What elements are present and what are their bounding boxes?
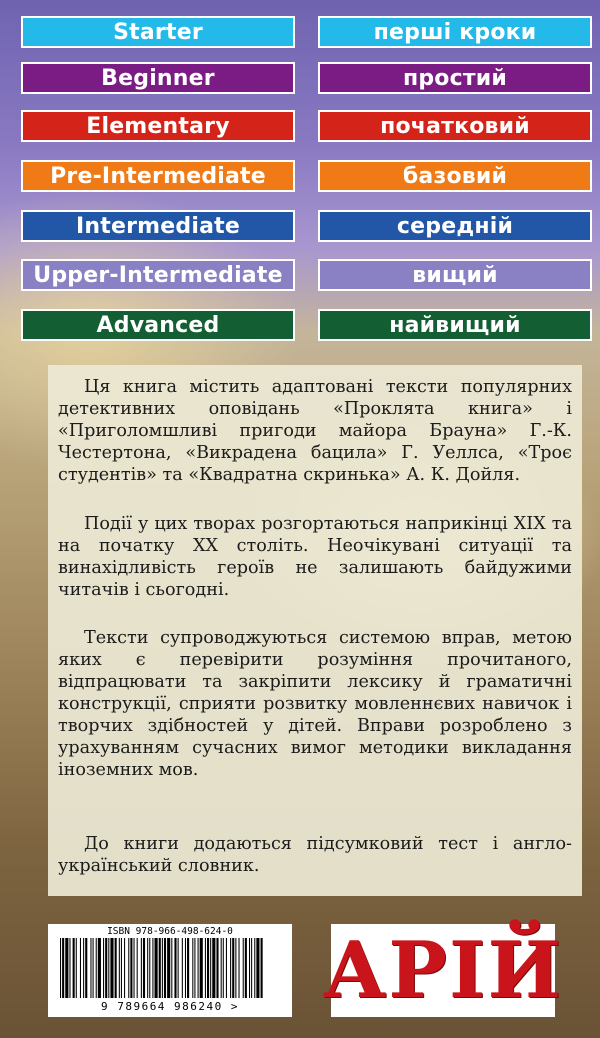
barcode-bar [210, 938, 211, 998]
level-en-elementary: Elementary [21, 110, 295, 142]
barcode-bar [85, 938, 87, 998]
level-ua-intermediate: середній [318, 210, 592, 242]
barcode-bar [162, 938, 163, 998]
barcode-bar [69, 938, 70, 998]
description-paragraph-4: До книги додаються підсумковий тест і англо-український словник. [58, 834, 572, 876]
barcode-bar [178, 938, 179, 998]
level-en-starter: Starter [21, 16, 295, 48]
barcode-bar [103, 938, 104, 998]
barcode-bar [256, 938, 259, 998]
barcode-bar [93, 938, 94, 998]
barcode-bar [232, 938, 234, 998]
level-table [0, 0, 600, 345]
barcode-bar [73, 938, 75, 998]
barcode-bar [245, 938, 247, 998]
barcode-bar [115, 938, 117, 998]
publisher-logo-text: АРІЙ [322, 924, 564, 1016]
level-ua-beginner: простий [318, 62, 592, 94]
barcode-bar [62, 938, 64, 998]
barcode-bar [185, 938, 186, 998]
barcode-bar [159, 938, 161, 998]
barcode-bar [226, 938, 227, 998]
barcode-bar [200, 938, 203, 998]
barcode-bar [147, 938, 148, 998]
barcode-bar [149, 938, 150, 998]
barcode-bar [251, 938, 252, 998]
barcode-bar [174, 938, 176, 998]
level-en-advanced: Advanced [21, 309, 295, 341]
level-ua-advanced: найвищий [318, 309, 592, 341]
level-en-intermediate: Intermediate [21, 210, 295, 242]
barcode-bar [128, 938, 129, 998]
barcode-bar [96, 938, 97, 998]
barcode-bar [223, 938, 224, 998]
barcode-bar [205, 938, 206, 998]
barcode-bar [105, 938, 107, 998]
level-en-upper-intermediate: Upper-Intermediate [21, 259, 295, 291]
barcode-bar [254, 938, 255, 998]
barcode-bar [164, 938, 166, 998]
publisher-logo [322, 924, 564, 1017]
barcode-bar [230, 938, 231, 998]
barcode-bar [108, 938, 109, 998]
barcode-bar [198, 938, 199, 998]
level-ua-upper-intermediate: вищий [318, 259, 592, 291]
isbn-digits: 9 789664 986240 > [100, 1000, 240, 1013]
barcode-bar [261, 938, 263, 998]
barcode-bar [207, 938, 209, 998]
barcode-bar [243, 938, 244, 998]
barcode-bar [124, 938, 125, 998]
barcode-bar [65, 938, 68, 998]
barcode-bar [137, 938, 138, 998]
barcode-bar [130, 938, 132, 998]
description-paragraph-1: Ця книга містить адаптовані тексти популярних детективних оповідань «Проклята книга» і «Приголомшливі пригоди майора Брауна» Г.-К. Честертона, «Викрадена бацила» Г. Уеллса, «Троє студентів» та «Квадратна скринька» А. К. Дойля. [58, 377, 572, 485]
barcode-bar [167, 938, 170, 998]
barcode-bar [212, 938, 215, 998]
barcode-bar [171, 938, 172, 998]
level-en-beginner: Beginner [21, 62, 295, 94]
barcode-bar [121, 938, 122, 998]
barcode-bar [90, 938, 91, 998]
barcode-bar [110, 938, 113, 998]
barcode-bar [80, 938, 81, 998]
barcode-bar [152, 938, 153, 998]
barcode-bar [216, 938, 218, 998]
barcode-bar [60, 938, 61, 998]
barcode-bar [239, 938, 240, 998]
isbn-barcode [48, 924, 292, 1017]
barcode-bar [221, 938, 222, 998]
barcode-bar [141, 938, 142, 998]
barcode-bar [143, 938, 145, 998]
level-ua-pre-intermediate: базовий [318, 160, 592, 192]
description-paragraph-3: Тексти супроводжуються системою вправ, метою яких є перевірити розуміння прочитаного, відпрацювати та закріпити лексику й граматичні конструкції, сприяти розвитку мовленнєвих навичок і творчих здібностей у дітей. Вправи розроблено з урахуванням сучасних вимог методики викладання іноземних мов. [58, 628, 572, 780]
barcode-bar [134, 938, 135, 998]
barcode-bar [119, 938, 120, 998]
barcode-bar [249, 938, 250, 998]
barcode-bar [155, 938, 158, 998]
level-en-pre-intermediate: Pre-Intermediate [21, 160, 295, 192]
description-panel [48, 365, 582, 896]
barcode-bar [182, 938, 183, 998]
level-ua-starter: перші кроки [318, 16, 592, 48]
barcode-bar [192, 938, 193, 998]
description-paragraph-2: Події у цих творах розгортаються наприкінці XIX та на початку XX століть. Неочікувані ситуації та винахідливість героїв не залишають байдужими читачів і сьогодні. [58, 514, 572, 600]
barcode-bar [98, 938, 101, 998]
barcode-bar [194, 938, 195, 998]
barcode-bars [60, 938, 282, 1002]
isbn-label: ISBN 978-966-498-624-0 [107, 926, 233, 937]
barcode-bar [76, 938, 77, 998]
level-ua-elementary: початковий [318, 110, 592, 142]
barcode-bar [83, 938, 84, 998]
barcode-bar [187, 938, 189, 998]
barcode-bar [235, 938, 236, 998]
